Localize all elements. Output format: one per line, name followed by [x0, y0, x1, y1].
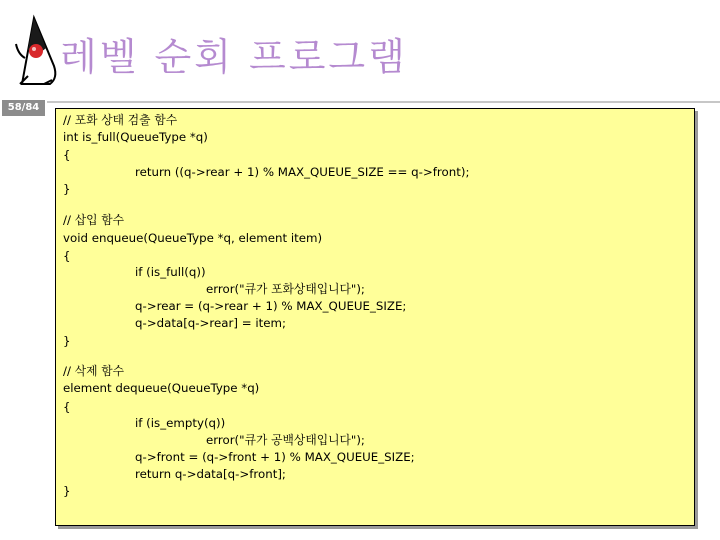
code-line: }	[63, 334, 71, 348]
code-line: q->data[q->rear] = item;	[135, 316, 286, 330]
code-line: error("큐가 공백상태입니다");	[206, 433, 365, 447]
code-line: {	[63, 148, 71, 162]
code-line: element dequeue(QueueType *q)	[63, 381, 260, 395]
code-line: }	[63, 182, 71, 196]
code-line: {	[63, 249, 71, 263]
code-line: {	[63, 400, 71, 414]
code-line: q->rear = (q->rear + 1) % MAX_QUEUE_SIZE;	[135, 299, 407, 313]
title-divider	[0, 101, 720, 103]
code-line: int is_full(QueueType *q)	[63, 130, 208, 144]
page-number-badge: 58/84	[2, 100, 45, 116]
code-line: return ((q->rear + 1) % MAX_QUEUE_SIZE == q->front);	[135, 165, 470, 179]
code-line: }	[63, 484, 71, 498]
code-line: // 삽입 함수	[63, 213, 125, 227]
code-line: error("큐가 포화상태입니다");	[206, 282, 365, 296]
code-line: if (is_full(q))	[135, 265, 206, 279]
code-line: void enqueue(QueueType *q, element item)	[63, 231, 323, 245]
code-line: // 삭제 함수	[63, 364, 125, 378]
side-bar	[0, 99, 47, 540]
java-duke-mascot-icon	[14, 14, 60, 88]
code-line: return q->data[q->front];	[135, 467, 286, 481]
code-line: q->front = (q->front + 1) % MAX_QUEUE_SIZE;	[135, 450, 415, 464]
page-title: 레벨 순회 프로그램	[60, 35, 408, 79]
code-block	[55, 108, 695, 526]
code-line: // 포화 상태 검출 함수	[63, 113, 178, 127]
code-line: if (is_empty(q))	[135, 416, 226, 430]
